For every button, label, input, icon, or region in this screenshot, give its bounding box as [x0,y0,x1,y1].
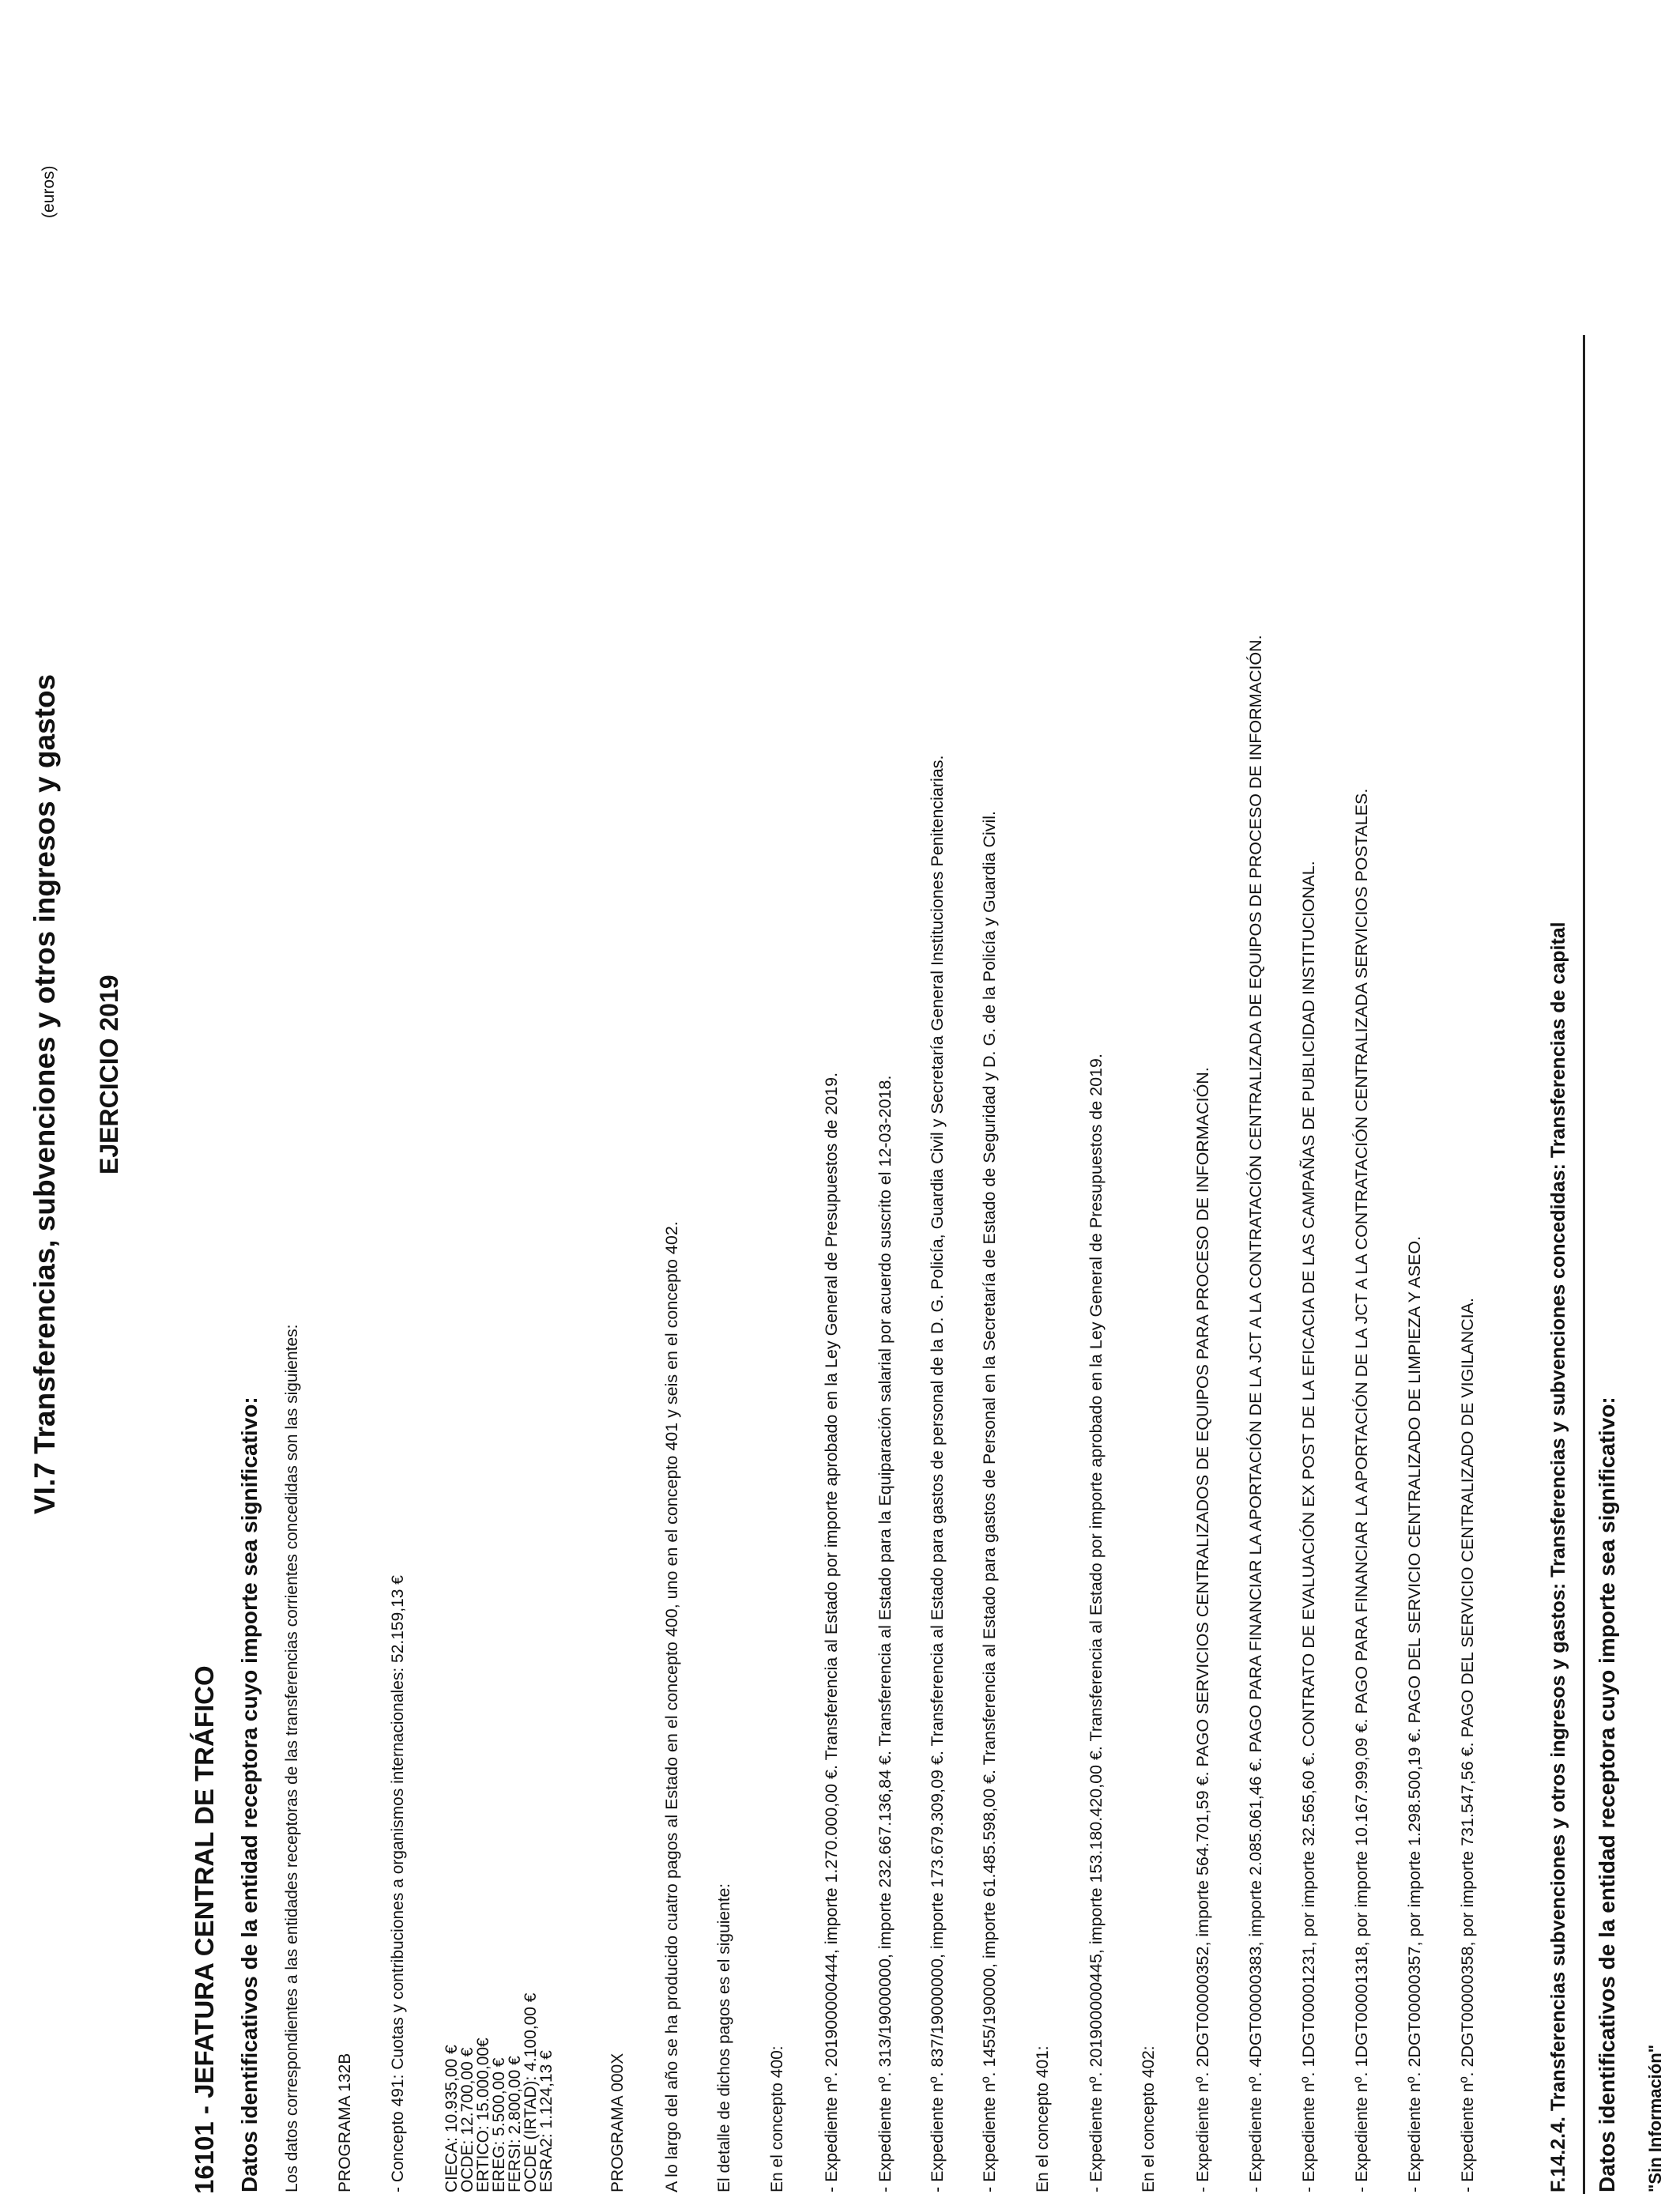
expediente-item: - Expediente nº. 837/19000000, importe 173.679.309,09 €. Transferencia al Estado para gastos de personal de la D. G. Policía, Guardia Civil y Secretaría General Instituciones Penitenciarias. [928,755,947,2192]
org-line: ERTICO: 15.000,00€ [474,2038,492,2192]
expediente-item: - Expediente nº. 2DGT00000352, importe 564.701,59 €. PAGO SERVICIOS CENTRALIZADOS DE EQUIPOS PARA PROCESO DE INFORMACIÓN. [1193,1067,1212,2192]
org-line: ESRA2: 1.124,13 € [537,2050,556,2192]
exercise-heading: EJERCICIO 2019 [95,974,123,1174]
expediente-item: - Expediente nº. 201900000445, importe 153.180.420,00 €. Transferencia al Estado por importe aprobado en la Ley General de Presupuestos de 2019. [1087,1054,1106,2192]
capital-heading: F.14.2.4. Transferencias subvenciones y otros ingresos y gastos: Transferencias y subvenciones concedidas: Transferencias de capital [1547,922,1569,2192]
entity-title: 16101 - JEFATURA CENTRAL DE TRÁFICO [190,1665,219,2194]
org-line: FERSI: 2.800,00 € [506,2056,524,2192]
expediente-item: - Expediente nº. 1DGT00001318, por importe 10.167.999,09 €. PAGO PARA FINANCIAR LA APORTACIÓN DE LA JCT A LA CONTRATACIÓN CENTRALIZADA SERVICIOS POSTALES. [1352,788,1371,2192]
capital-recipient-heading: Datos identificativos de la entidad receptora cuyo importe sea significativo: [1595,1397,1619,2192]
expediente-item: - Expediente nº. 201900000444, importe 1.270.000,00 €. Transferencia al Estado por importe aprobado en la Ley General de Presupuestos de 2019. [822,1072,841,2192]
org-line: EREG: 5.500,00 € [490,2057,508,2192]
concept-491: - Concepto 491: Cuotas y contribuciones a organismos internacionales: 52.159,13 € [389,1575,407,2192]
section-title: VI.7 Transferencias, subvenciones y otros ingresos y gastos [28,673,61,1514]
org-line: OCDE (IRTAD): 4.100,00 € [522,1992,540,2192]
concept-400-label: En el concepto 400: [768,2045,786,2192]
expediente-item: - Expediente nº. 4DGT00000383, importe 2.085.061,46 €. PAGO PARA FINANCIAR LA APORTACIÓN DE LA JCT A LA CONTRATACIÓN CENTRALIZADA DE EQUIPOS DE PROCESO DE INFORMACIÓN. [1246,635,1265,2192]
concept-402-label: En el concepto 402: [1139,2045,1158,2192]
expediente-item: - Expediente nº. 2DGT00000358, por importe 731.547,56 €. PAGO DEL SERVICIO CENTRALIZADO DE VIGILANCIA. [1458,1298,1477,2192]
org-line: OCDE: 12.700,00 € [458,2047,477,2192]
heading-underline [1583,335,1585,2194]
expediente-item: - Expediente nº. 1455/190000, importe 61.485.598,00 €. Transferencia al Estado para gastos de Personal en la Secretaría de Estado de Seguridad y D. G. de la Policía y Guardia Civil. [980,810,999,2192]
org-line: CIECA: 10.935,00 € [443,2045,461,2192]
program-132b: PROGRAMA 132B [336,2053,354,2192]
program-000x: PROGRAMA 000X [608,2053,627,2192]
recipient-heading: Datos identificativos de la entidad receptora cuyo importe sea significativo: [237,1397,262,2192]
currency-note: (euros) [40,165,58,218]
payments-detail: El detalle de dichos pagos es el siguiente: [715,1883,733,2192]
expediente-item: - Expediente nº. 313/19000000, importe 232.667.136,84 €. Transferencia al Estado para la Equiparación salarial por acuerdo suscrito el 12-03-2018. [876,1075,895,2192]
expediente-item: - Expediente nº. 2DGT00000357, por importe 1.298.500,19 €. PAGO DEL SERVICIO CENTRALIZADO DE LIMPIEZA Y ASEO. [1405,1235,1424,2192]
intro-text: Los datos correspondientes a las entidades receptoras de las transferencias corrientes concedidas son las siguientes: [283,1324,301,2192]
payments-summary: A lo largo del año se ha producido cuatro pagos al Estado en el concepto 400, uno en el concepto 401 y seis en el concepto 402. [662,1221,681,2192]
expediente-item: - Expediente nº. 1DGT00001231, por importe 32.565,60 €. CONTRATO DE EVALUACIÓN EX POST DE LA EFICACIA DE LAS CAMPAÑAS DE PUBLICIDAD INSTITUCIONAL. [1299,861,1318,2192]
no-info-text: "Sin Información" [1645,2044,1665,2192]
concept-401-label: En el concepto 401: [1034,2045,1052,2192]
